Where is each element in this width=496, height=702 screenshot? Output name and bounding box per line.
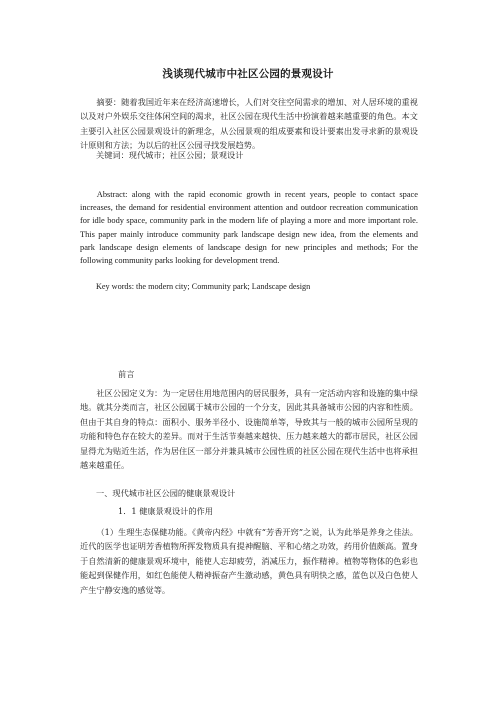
preface-body: 社区公园定义为：为一定居住用地范围内的居民服务，具有一定活动内容和设施的集中绿地。就其分类而言，社区公园属于城市公园的一个分支，因此其具备城市公园的内容和性质。但由于其自身的特点：面积小、服务半径小、设施简单等，导致其与一般的城市公园所呈现的功能和特色存在较大的差异。而对于生活节奏越来越快、压力越来越大的都市居民，社区公园显得尤为贴近生活，作为居住区一部分并兼具城市公园性质的社区公园在现代生活中也将承担越来越重任。: [80, 388, 418, 471]
keywords-chinese: 关键词：现代城市；社区公园；景观设计: [96, 150, 244, 160]
preface-heading: 前言: [118, 369, 135, 379]
section-1-1-body: （1）生理生态保健功能。《黄帝内经》中就有“芳香开窍”之说，认为此举是养身之佳法。近代的医学也证明芳香植物所挥发物质具有提神醒脑、平和心绪之功效，药用价值颇高。置身于自然清新的健康景观环境中，能使人忘却疲劳，消减压力，振作精神。植物等物体的色彩也能起到保健作用，如红色能使人精神振奋产生激动感，黄色具有明快之感，蓝色以及白色使人产生宁静安逸的感觉等。: [80, 527, 418, 595]
section-1-heading: 一、现代城市社区公园的健康景观设计: [96, 488, 236, 498]
paper-title: 浅谈现代城市中社区公园的景观设计: [162, 68, 334, 80]
keywords-english: Key words: the modern city; Community park; Landscape design: [96, 282, 311, 291]
abstract-english: Abstract: along with the rapid economic growth in recent years, people to contact space increases, the demand for residential environment attention and outdoor recreation communication for idle body space, community park in the modern life of playing a more and more important role. This paper mainly introduce community park landscape design new idea, from the elements and park landscape design elements of landscape design for new principles and methods; For the following community parks looking for development trend.: [80, 190, 418, 266]
abstract-chinese: 摘要：随着我国近年来在经济高速增长，人们对交往空间需求的增加、对人居环境的重视以及对户外娱乐交往体闲空间的渴求，社区公园在现代生活中扮演着越来越重要的角色。本文主要引入社区公园景观设计的新理念，从公园景观的组成要素和设计要素出发寻求新的景观设计原则和方法；为以后的社区公园寻找发展趋势。: [80, 97, 418, 151]
section-1-1-heading: 1．1 健康景观设计的作用: [118, 506, 213, 516]
